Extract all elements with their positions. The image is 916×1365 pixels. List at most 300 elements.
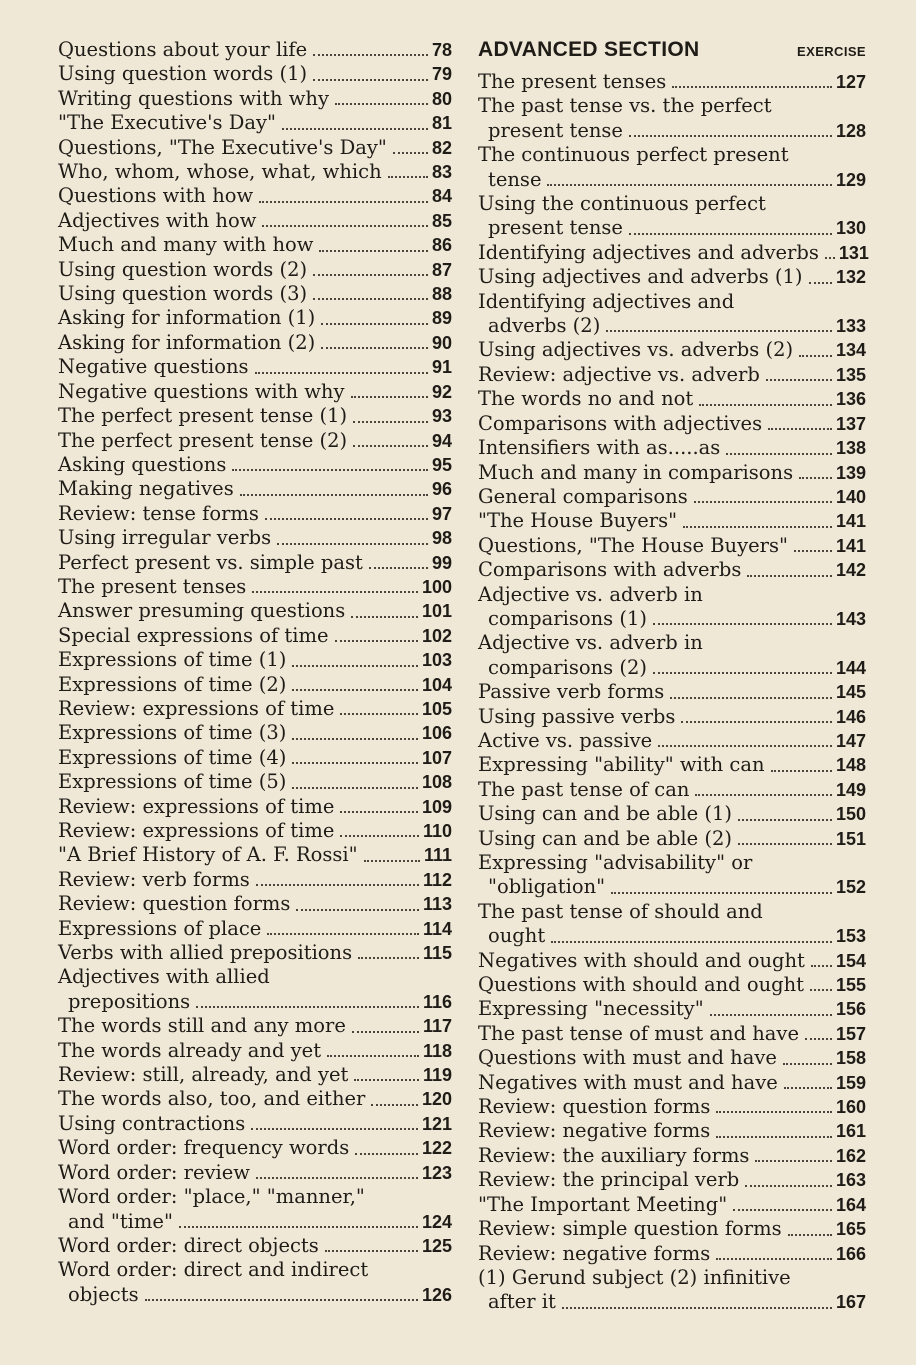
toc-entry-title: Expressions of time (2) [58, 672, 287, 696]
toc-entry-title: Special expressions of time [58, 623, 329, 647]
toc-entry-number: 89 [431, 308, 452, 329]
toc-entry[interactable] [58, 1234, 452, 1258]
toc-entry[interactable] [58, 746, 452, 770]
dot-leader [354, 1078, 419, 1081]
toc-entry-number: 100 [421, 576, 452, 597]
toc-entry-title: "The Important Meeting" [478, 1192, 728, 1216]
toc-entry[interactable] [58, 721, 452, 745]
toc-entry-number: 123 [421, 1162, 452, 1183]
toc-entry[interactable] [478, 729, 866, 753]
dot-leader [251, 1127, 418, 1130]
toc-entry[interactable] [58, 380, 452, 404]
toc-entry[interactable] [58, 502, 452, 526]
toc-entry[interactable] [478, 412, 866, 436]
toc-entry-title: Using can and be able (1) [478, 802, 733, 826]
toc-entry-lines [478, 583, 866, 632]
toc-entry-title: Expressions of time (5) [58, 770, 287, 794]
toc-entry-title: Much and many in comparisons [478, 460, 794, 484]
toc-entry[interactable] [478, 1119, 866, 1143]
toc-entry[interactable] [58, 868, 452, 892]
toc-entry-title: Review: the principal verb [478, 1168, 740, 1192]
dot-leader [321, 346, 428, 349]
dot-leader [321, 322, 428, 325]
toc-entry-lines [58, 1258, 452, 1307]
toc-entry-number: 111 [423, 845, 452, 866]
toc-entry-title: Using contractions [58, 1111, 246, 1135]
toc-entry-title-continued: "obligation" [488, 875, 606, 899]
toc-entry[interactable] [478, 1193, 866, 1217]
toc-entry-number: 133 [835, 316, 866, 337]
dot-leader [771, 769, 832, 772]
toc-entry-number: 135 [835, 364, 866, 385]
toc-entry[interactable] [58, 941, 452, 965]
toc-entry-number: 143 [835, 608, 866, 629]
toc-entry-number: 141 [835, 511, 866, 532]
toc-entry-title-continued: tense [488, 167, 542, 191]
toc-entry-number: 128 [835, 120, 866, 141]
dot-leader [738, 842, 832, 845]
toc-entry[interactable] [478, 778, 866, 802]
toc-entry-title: Intensifiers with as.....as [478, 436, 721, 460]
dot-leader [745, 1184, 832, 1187]
toc-entry-number: 87 [431, 259, 452, 280]
toc-entry-title: Asking questions [58, 452, 227, 476]
toc-entry[interactable] [478, 485, 866, 509]
toc-entry-number: 109 [421, 796, 452, 817]
toc-entry[interactable] [478, 680, 866, 704]
toc-entry[interactable] [478, 461, 866, 485]
toc-entry[interactable] [58, 526, 452, 550]
toc-entry[interactable] [58, 477, 452, 501]
dot-leader [267, 932, 419, 935]
toc-entry-title: The past tense of should and [478, 899, 763, 923]
toc-entry[interactable] [478, 143, 866, 192]
toc-entry-number: 147 [835, 730, 866, 751]
section-header [478, 38, 866, 68]
toc-entry-title-continued: after it [488, 1290, 556, 1314]
toc-entry-title: Using irregular verbs [58, 526, 272, 550]
toc-entry-title: Review: expressions of time [58, 794, 335, 818]
toc-entry[interactable] [478, 1144, 866, 1168]
toc-entry-second-line [478, 216, 866, 240]
dot-leader [240, 493, 428, 496]
toc-entry-number: 162 [835, 1145, 866, 1166]
exercise-label: EXERCISE [797, 44, 866, 59]
toc-entry[interactable] [58, 843, 452, 867]
dot-leader [809, 281, 832, 284]
toc-entry-number: 139 [835, 462, 866, 483]
dot-leader [681, 720, 832, 723]
toc-entry-number: 120 [421, 1089, 452, 1110]
toc-entry-number: 94 [431, 430, 452, 451]
toc-entry[interactable] [58, 233, 452, 257]
toc-entry-title: "The Executive's Day" [58, 111, 276, 135]
toc-entry[interactable] [58, 404, 452, 428]
toc-entry-title: Passive verb forms [478, 680, 665, 704]
toc-entry-number: 140 [835, 486, 866, 507]
dot-leader [825, 256, 835, 259]
dot-leader [726, 452, 832, 455]
toc-entry[interactable] [58, 38, 452, 62]
dot-leader [794, 549, 832, 552]
toc-entry[interactable] [58, 575, 452, 599]
toc-entry-title: Using adjectives and adverbs (1) [478, 265, 803, 289]
dot-leader [799, 476, 832, 479]
toc-entry-number: 167 [835, 1292, 866, 1313]
dot-leader [788, 1233, 832, 1236]
toc-entry-number: 129 [835, 169, 866, 190]
dot-leader [653, 622, 832, 625]
toc-entry[interactable] [478, 1266, 866, 1315]
toc-entry[interactable] [58, 673, 452, 697]
toc-entry-number: 80 [431, 88, 452, 109]
toc-entry[interactable] [58, 1063, 452, 1087]
toc-entry[interactable] [58, 160, 452, 184]
toc-entry[interactable] [58, 62, 452, 86]
dot-leader [611, 891, 832, 894]
toc-entry[interactable] [58, 648, 452, 672]
toc-entry[interactable] [58, 209, 452, 233]
toc-entry-number: 164 [835, 1194, 866, 1215]
toc-entry-number: 95 [431, 454, 452, 475]
toc-entry-title: Review: adjective vs. adverb [478, 362, 760, 386]
toc-entry-number: 79 [431, 64, 452, 85]
dot-leader [352, 1030, 419, 1033]
toc-entry[interactable] [478, 1242, 866, 1266]
toc-entry[interactable] [478, 363, 866, 387]
toc-entry[interactable] [478, 949, 866, 973]
dot-leader [658, 744, 832, 747]
dot-leader [327, 1054, 419, 1057]
toc-entry[interactable] [478, 1071, 866, 1095]
toc-entry-title: Expressing "necessity" [478, 997, 704, 1021]
toc-entry-number: 138 [835, 438, 866, 459]
toc-entry-title: Negative questions [58, 355, 249, 379]
toc-entry[interactable] [58, 624, 452, 648]
toc-entry[interactable] [478, 900, 866, 949]
toc-entry-title: Perfect present vs. simple past [58, 550, 363, 574]
toc-entry-title-continued: adverbs (2) [488, 314, 601, 338]
toc-entry-title: Using question words (2) [58, 257, 308, 281]
toc-entry-title: Review: negative forms [478, 1241, 711, 1265]
toc-entry-title: Using question words (3) [58, 282, 308, 306]
toc-entry-title: The present tenses [478, 70, 667, 93]
dot-leader [364, 859, 420, 862]
toc-entry[interactable] [478, 1168, 866, 1192]
toc-entry-title: Review: simple question forms [478, 1217, 782, 1241]
toc-entry[interactable] [58, 111, 452, 135]
toc-entry[interactable] [58, 697, 452, 721]
dot-leader [296, 908, 419, 911]
toc-entry-title: Writing questions with why [58, 86, 329, 110]
toc-entry-number: 142 [835, 560, 866, 581]
toc-entry[interactable] [58, 1039, 452, 1063]
toc-entry-number: 132 [835, 267, 866, 288]
dot-leader [738, 818, 832, 821]
toc-entry-second-line [478, 656, 866, 680]
toc-entry-number: 148 [835, 755, 866, 776]
toc-entry[interactable] [58, 429, 452, 453]
toc-entry-title: Review: negative forms [478, 1119, 711, 1143]
toc-entry[interactable] [58, 1087, 452, 1111]
toc-entry-title: "A Brief History of A. F. Rossi" [58, 843, 358, 867]
toc-entry-title-continued: comparisons (2) [488, 655, 647, 679]
toc-entry[interactable] [478, 631, 866, 680]
toc-entry-number: 152 [835, 877, 866, 898]
toc-entry-number: 117 [422, 1016, 452, 1037]
toc-entry[interactable] [58, 795, 452, 819]
dot-leader [259, 200, 428, 203]
toc-entry[interactable] [478, 705, 866, 729]
dot-leader [335, 639, 418, 642]
dot-leader [629, 134, 832, 137]
toc-entry-number: 91 [431, 357, 452, 378]
dot-leader [292, 664, 418, 667]
toc-entry-title: Word order: review [58, 1160, 250, 1184]
toc-entry-title: Comparisons with adjectives [478, 411, 763, 435]
toc-entry-title: Adjective vs. adverb in [478, 631, 703, 655]
toc-entry-title: Questions, "The House Buyers" [478, 533, 788, 557]
toc-entry-lines [478, 143, 866, 192]
toc-entry[interactable] [478, 583, 866, 632]
toc-entry-number: 149 [835, 779, 866, 800]
toc-entry[interactable] [58, 331, 452, 355]
toc-entry[interactable] [58, 355, 452, 379]
toc-entry-title: Expressions of time (4) [58, 745, 287, 769]
toc-entry-title: Review: tense forms [58, 501, 259, 525]
toc-entry[interactable] [478, 851, 866, 900]
toc-entry[interactable] [58, 917, 452, 941]
dot-leader [313, 78, 428, 81]
toc-entry-number: 130 [835, 218, 866, 239]
toc-entry-title: Identifying adjectives and adverbs [478, 240, 819, 264]
toc-entry-title: (1) Gerund subject (2) infinitive [478, 1265, 791, 1289]
toc-entry[interactable] [478, 290, 866, 339]
dot-leader [683, 525, 832, 528]
toc-entry-number: 119 [422, 1065, 452, 1086]
toc-entry-number: 125 [421, 1235, 452, 1256]
toc-entry[interactable] [58, 1185, 452, 1234]
toc-entry-title: Negative questions with why [58, 379, 345, 403]
toc-entry-number: 110 [422, 821, 452, 841]
toc-entry-number: 155 [835, 975, 866, 996]
toc-entry-number: 113 [422, 894, 452, 915]
dot-leader [766, 378, 832, 381]
toc-left-column [58, 38, 452, 1365]
dot-leader [606, 329, 832, 332]
dot-leader [353, 420, 428, 423]
toc-entry[interactable] [478, 192, 866, 241]
toc-entry[interactable] [478, 802, 866, 826]
dot-leader [747, 574, 832, 577]
toc-entry[interactable] [58, 965, 452, 1014]
dot-leader [179, 1225, 418, 1228]
toc-entry-lines [58, 965, 452, 1014]
dot-leader [145, 1298, 418, 1301]
toc-entry-lines [478, 290, 866, 339]
toc-entry-number: 160 [835, 1097, 866, 1118]
dot-leader [277, 542, 428, 545]
toc-entry-title: Making negatives [58, 477, 234, 501]
toc-entry-number: 82 [431, 137, 452, 158]
toc-entry-title: Negatives with must and have [478, 1070, 778, 1094]
toc-entry-number: 150 [835, 804, 866, 825]
toc-entry-number: 136 [835, 389, 866, 410]
dot-leader [799, 354, 832, 357]
toc-entry-title: Questions about your life [58, 38, 308, 61]
toc-entry-number: 122 [421, 1138, 452, 1159]
toc-entry[interactable] [58, 1112, 452, 1136]
toc-entry-lines [58, 1185, 452, 1234]
toc-entry-second-line [58, 1283, 452, 1307]
toc-entry-title: Word order: direct objects [58, 1233, 319, 1257]
toc-entry-second-line [478, 119, 866, 143]
toc-entry-number: 166 [835, 1243, 866, 1264]
dot-leader [547, 183, 831, 186]
toc-entry[interactable] [478, 534, 866, 558]
toc-entry[interactable] [58, 306, 452, 330]
toc-entry-number: 126 [421, 1284, 452, 1305]
toc-entry[interactable] [478, 338, 866, 362]
toc-entry[interactable] [478, 1095, 866, 1119]
dot-leader [710, 1013, 832, 1016]
toc-entry[interactable] [478, 1217, 866, 1241]
dot-leader [369, 566, 428, 569]
toc-entry-number: 106 [421, 723, 452, 744]
toc-entry[interactable] [58, 599, 452, 623]
toc-entry-title-continued: prepositions [68, 989, 191, 1013]
toc-entry[interactable] [58, 770, 452, 794]
toc-entry-second-line [478, 607, 866, 631]
toc-entry-title-continued: ought [488, 924, 546, 948]
toc-entry-title: Adjectives with allied [58, 965, 270, 989]
toc-entry[interactable] [58, 1258, 452, 1307]
toc-entry-title: Verbs with allied prepositions [58, 941, 353, 965]
toc-entry-number: 101 [421, 601, 452, 622]
toc-entry-second-line [478, 924, 866, 948]
toc-entry[interactable] [478, 265, 866, 289]
dot-leader [256, 1176, 418, 1179]
toc-entry[interactable] [58, 551, 452, 575]
toc-entry[interactable] [478, 997, 866, 1021]
toc-entry-number: 161 [835, 1121, 866, 1142]
toc-entry-number: 103 [421, 650, 452, 671]
toc-entry-number: 127 [835, 72, 866, 92]
toc-entry-number: 114 [422, 918, 452, 939]
toc-entry[interactable] [58, 453, 452, 477]
toc-entry-title: Negatives with should and ought [478, 948, 805, 972]
toc-entry[interactable] [58, 258, 452, 282]
toc-entry-number: 121 [421, 1113, 452, 1134]
toc-entry[interactable] [58, 282, 452, 306]
toc-entry-title: Review: expressions of time [58, 819, 335, 842]
toc-entry[interactable] [478, 509, 866, 533]
toc-entry-title: Review: question forms [478, 1095, 711, 1119]
dot-leader [351, 395, 428, 398]
toc-entry-lines [478, 851, 866, 900]
dot-leader [319, 249, 427, 252]
toc-entry[interactable] [58, 1014, 452, 1038]
dot-leader [313, 273, 428, 276]
toc-entry-number: 108 [421, 772, 452, 793]
toc-entry[interactable] [58, 184, 452, 208]
toc-entry-title-continued: comparisons (1) [488, 606, 647, 630]
toc-entry-number: 165 [835, 1219, 866, 1240]
dot-leader [313, 297, 428, 300]
toc-entry-second-line [478, 314, 866, 338]
toc-entry[interactable] [478, 436, 866, 460]
toc-entry-title: Using adjectives vs. adverbs (2) [478, 338, 794, 362]
toc-entry-title: Word order: frequency words [58, 1136, 350, 1160]
toc-entry-title: The past tense vs. the perfect [478, 94, 772, 118]
toc-entry-number: 86 [431, 235, 452, 256]
dot-leader [653, 671, 832, 674]
toc-entry[interactable] [478, 1022, 866, 1046]
toc-entry-title: Questions with should and ought [478, 973, 805, 997]
toc-entry[interactable] [478, 94, 866, 143]
toc-entry[interactable] [58, 136, 452, 160]
toc-entry[interactable] [478, 827, 866, 851]
toc-entry[interactable] [478, 753, 866, 777]
toc-entry-title: Answer presuming questions [58, 599, 346, 623]
toc-entry[interactable] [58, 1136, 452, 1160]
toc-entry[interactable] [58, 1161, 452, 1185]
toc-entry-number: 102 [421, 625, 452, 646]
toc-entry[interactable] [478, 973, 866, 997]
toc-entry-title: The past tense of must and have [478, 1021, 799, 1045]
toc-entry[interactable] [478, 387, 866, 411]
toc-entry-number: 157 [835, 1023, 866, 1044]
toc-entry-number: 163 [835, 1170, 866, 1191]
dot-leader [256, 883, 419, 886]
dot-leader [783, 1062, 832, 1065]
toc-entry-title: Asking for information (1) [58, 306, 316, 330]
dot-leader [695, 793, 832, 796]
dot-leader [562, 1306, 832, 1309]
dot-leader [358, 956, 419, 959]
toc-entry-title: The words still and any more [58, 1014, 346, 1038]
dot-leader [340, 810, 418, 813]
toc-entry[interactable] [478, 70, 866, 94]
toc-entry-number: 153 [835, 926, 866, 947]
toc-entry[interactable] [58, 892, 452, 916]
toc-entry-number: 115 [422, 943, 452, 964]
dot-leader [232, 468, 428, 471]
toc-entry[interactable] [58, 87, 452, 111]
dot-leader [694, 500, 832, 503]
dot-leader [784, 1086, 832, 1089]
toc-entry-number: 97 [431, 503, 452, 524]
toc-entry-title: Review: the auxiliary forms [478, 1143, 750, 1167]
toc-entry[interactable] [58, 819, 452, 843]
toc-entry-title-continued: and "time" [68, 1209, 173, 1233]
dot-leader [313, 53, 428, 56]
toc-entry-title: Adjective vs. adverb in [478, 582, 703, 606]
toc-entry[interactable] [478, 558, 866, 582]
dot-leader [716, 1110, 832, 1113]
toc-entry-number: 124 [421, 1211, 452, 1232]
toc-entry[interactable] [478, 1046, 866, 1070]
dot-leader [768, 427, 832, 430]
dot-leader [292, 786, 418, 789]
toc-entry-title: Comparisons with adverbs [478, 558, 742, 582]
toc-entry-title: The words also, too, and either [58, 1087, 366, 1111]
dot-leader [733, 1208, 832, 1211]
toc-entry[interactable] [478, 240, 869, 265]
toc-right-entries [478, 70, 869, 1315]
toc-entry-number: 81 [431, 113, 452, 134]
toc-entry-title: Review: still, already, and yet [58, 1063, 349, 1087]
